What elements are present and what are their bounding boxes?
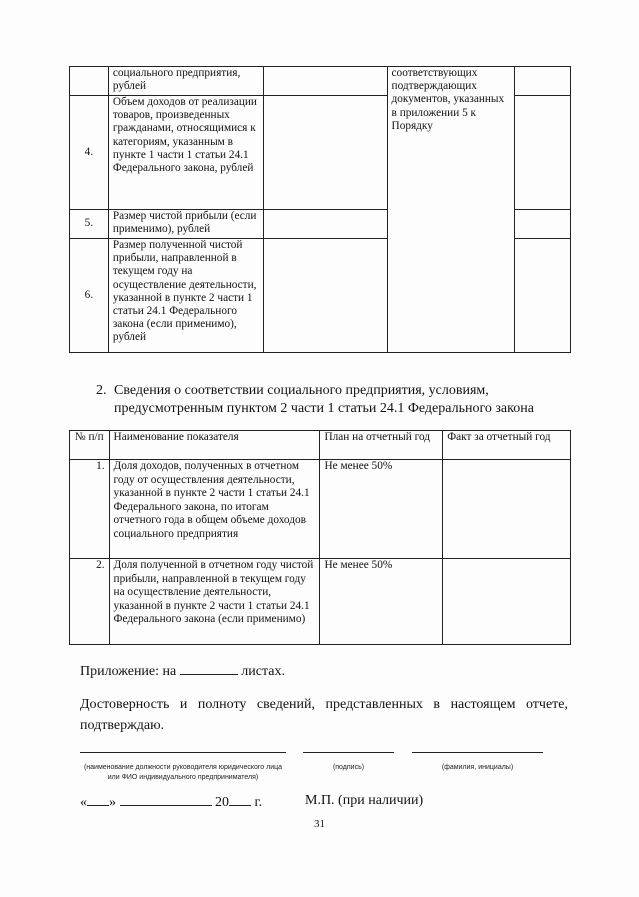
appendix-line [80, 662, 285, 680]
row-number: 1. [70, 460, 110, 559]
table-row [70, 559, 571, 645]
value-cell [264, 210, 387, 239]
day-blank [87, 793, 109, 806]
stamp-placeholder: М.П. (при наличии) [305, 793, 424, 808]
appendix-prefix: Приложение: на [80, 664, 177, 679]
sheet-count-blank [180, 662, 238, 675]
section-title-line-2: предусмотренным пунктом 2 части 1 статьи 24.1 Федерального закона [114, 401, 534, 416]
header-fact: Факт за отчетный год [443, 431, 571, 460]
row-number [70, 67, 109, 96]
row-number: 5. [70, 210, 109, 239]
value-cell [515, 67, 571, 96]
name-signature-line [412, 752, 543, 753]
plan-value: Не менее 50% [320, 460, 443, 559]
position-signature-line [80, 752, 286, 753]
year-blank [229, 793, 251, 806]
header-name: Наименование показателя [109, 431, 320, 460]
section-number: 2. [96, 383, 107, 398]
row-number: 2. [70, 559, 110, 645]
header-num: № п/п [70, 431, 110, 460]
indicator-name: Объем доходов от реализации товаров, произведенных гражданами, относящимися к категориям, указанным в пункте 1 части 1 статьи 24.1 Федерального закона, рублей [108, 96, 263, 210]
confirmation-text: Достоверность и полноту сведений, представленных в настоящем отчете, подтверждаю. [80, 697, 568, 733]
indicator-name: социального предприятия, рублей [108, 67, 263, 96]
value-cell [515, 210, 571, 239]
close-quote: » [109, 795, 116, 810]
plan-value: Не менее 50% [320, 559, 443, 645]
position-caption: (наименование должности руководителя юридического лица или ФИО индивидуального предпринимателя) [83, 764, 283, 781]
value-cell [264, 96, 387, 210]
value-cell [264, 67, 387, 96]
value-cell [264, 239, 387, 353]
fact-value [443, 559, 571, 645]
signature-line [303, 752, 394, 753]
table-row [70, 460, 571, 559]
indicator-name: Размер чистой прибыли (если применимо), рублей [108, 210, 263, 239]
name-caption: (фамилия, инициалы) [441, 764, 514, 771]
open-quote: « [80, 795, 87, 810]
indicator-name: Размер полученной чистой прибыли, направленной в текущем году на осуществление деятельности, указанной в пункте 2 части 1 статьи 24.1 Федерального закона (если применимо), рублей [108, 239, 263, 353]
year-suffix: г. [254, 795, 263, 810]
value-cell [515, 96, 571, 210]
appendix-suffix: листах. [241, 664, 285, 679]
page-number: 31 [314, 818, 325, 830]
row-number: 4. [70, 96, 109, 210]
row-number: 6. [70, 239, 109, 353]
table-row [70, 67, 571, 96]
indicator-name: Доля доходов, полученных в отчетном году от осуществления деятельности, указанной в пункте 2 части 1 статьи 24.1 Федерального закона, по итогам отчетного года в общем объеме доходов социального предприятия [109, 460, 320, 559]
conditions-table [69, 430, 571, 645]
section-title-line-1: Сведения о соответствии социального предприятия, условиям, [114, 383, 489, 398]
table-header-row [70, 431, 571, 460]
fact-value [443, 460, 571, 559]
header-plan: План на отчетный год [320, 431, 443, 460]
date-line [80, 793, 262, 811]
value-cell [515, 239, 571, 353]
supporting-docs-note: соответствующих подтверждающих документов, указанных в приложении 5 к Порядку [387, 67, 515, 353]
year-prefix: 20 [215, 795, 229, 810]
section-2-title [96, 382, 576, 418]
report-table-continued [69, 66, 571, 353]
signature-caption: (подпись) [332, 764, 365, 771]
month-blank [120, 793, 212, 806]
indicator-name: Доля полученной в отчетном году чистой прибыли, направленной в текущем году на осуществление деятельности, указанной в пункте 2 части 1 статьи 24.1 Федерального закона (если применимо) [109, 559, 320, 645]
